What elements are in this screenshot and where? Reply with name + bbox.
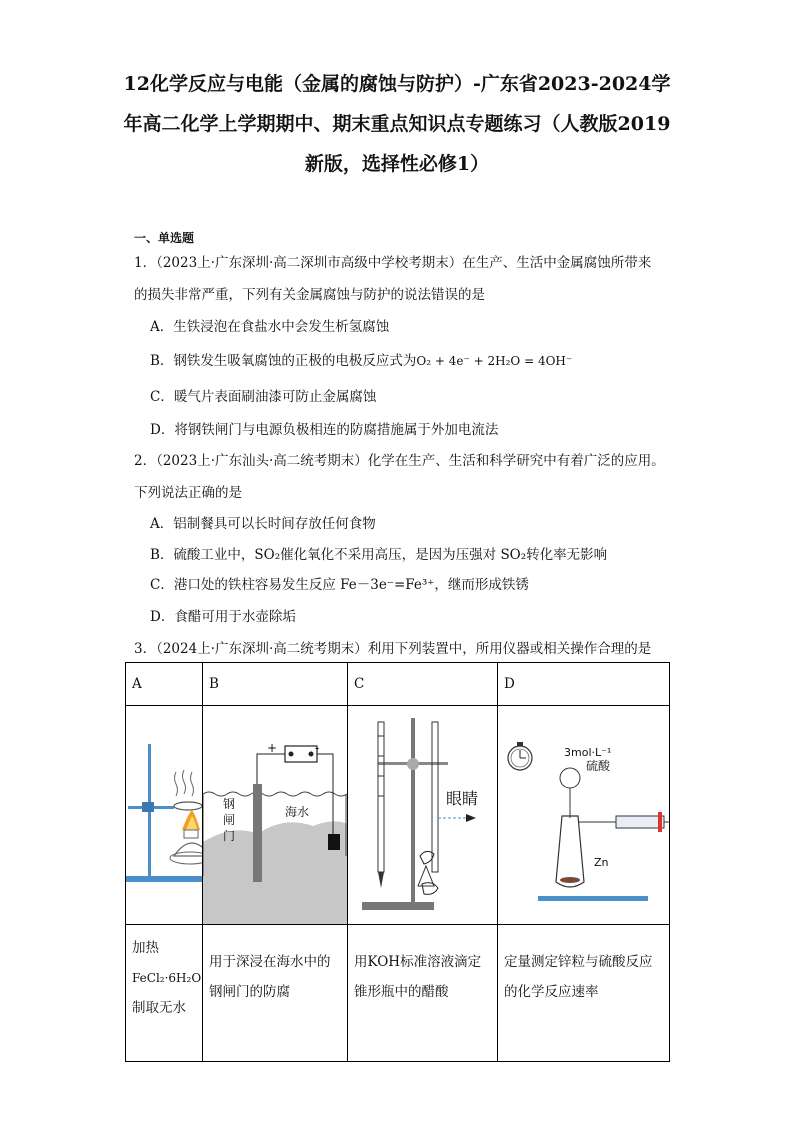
q1-option-b [150, 352, 572, 370]
header-c: C [348, 663, 498, 706]
q3-option-table [125, 662, 670, 1062]
q1-option-b-text: B．钢铁发生吸氧腐蚀的正极的电极反应式为 [150, 353, 417, 369]
sulfuric-acid-label: 硫酸 [586, 759, 611, 773]
acid-concentration-label: 3mol·L⁻¹ [564, 746, 612, 759]
q2-option-a: A．铝制餐具可以长时间存放任何食物 [150, 516, 376, 532]
section-heading: 一、单选题 [134, 231, 195, 245]
caption-a [126, 925, 203, 1062]
header-d: D [498, 663, 670, 706]
caption-b: 用于深浸在海水中的钢闸门的防腐 [203, 925, 348, 1062]
figure-b [203, 706, 348, 925]
header-b: B [203, 663, 348, 706]
q3-stem: 3．（2024上·广东深圳·高二统考期末）利用下列装置中，所用仪器或相关操作合理的是 [134, 641, 652, 657]
figure-c [348, 706, 498, 925]
caption-a-line2: FeCl₂·6H₂O [132, 971, 202, 985]
titration-figure [348, 706, 498, 924]
caption-a-line3: 制取无水 [132, 1000, 186, 1016]
figure-a [126, 706, 203, 925]
page-title: 12化学反应与电能（金属的腐蚀与防护）-广东省2023-2024学年高二化学上学期期中、期末重点知识点专题练习（人教版2019新版，选择性必修1） [123, 73, 671, 175]
q2-option-c: C．港口处的铁柱容易发生反应 Fe－3e⁻=Fe³⁺，继而形成铁锈 [150, 577, 529, 593]
figure-d [498, 706, 670, 925]
plus-terminal-label: + [267, 741, 278, 755]
caption-c: 用KOH标准溶液滴定锥形瓶中的醋酸 [348, 925, 498, 1062]
q2-stem-line1: 2．（2023上·广东汕头·高二统考期末）化学在生产、生活和科学研究中有着广泛的应用。 [134, 453, 665, 469]
q1-option-a: A．生铁浸泡在食盐水中会发生析氢腐蚀 [150, 319, 390, 335]
q1-stem-line2: 的损失非常严重，下列有关金属腐蚀与防护的说法错误的是 [134, 287, 485, 303]
heating-apparatus-figure [126, 706, 203, 924]
caption-a-line1: 加热 [132, 940, 159, 956]
seawater-label: 海水 [285, 805, 310, 819]
minus-terminal-label: - [315, 741, 320, 755]
zinc-label: Zn [594, 856, 609, 869]
q1-option-d: D．将钢铁闸门与电源负极相连的防腐措施属于外加电流法 [150, 422, 499, 438]
q2-stem-line2: 下列说法正确的是 [134, 485, 242, 501]
q2-option-b: B．硫酸工业中，SO₂催化氧化不采用高压，是因为压强对 SO₂转化率无影响 [150, 547, 608, 563]
q1-option-b-formula: O₂ + 4e⁻ + 2H₂O = 4OH⁻ [416, 354, 573, 368]
reaction-rate-figure [498, 706, 670, 924]
header-a: A [126, 663, 203, 706]
q2-option-d: D．食醋可用于水壶除垢 [150, 609, 296, 625]
steel-gate-figure [203, 706, 348, 924]
q1-option-c: C．暖气片表面刷油漆可防止金属腐蚀 [150, 389, 377, 405]
eye-label: 眼睛 [446, 789, 479, 808]
q1-stem-line1: 1．（2023上·广东深圳·高二深圳市高级中学校考期末）在生产、生活中金属腐蚀所带来 [134, 255, 652, 271]
steel-gate-label: 钢闸门 [223, 797, 236, 843]
caption-d: 定量测定锌粒与硫酸反应的化学反应速率 [498, 925, 670, 1062]
